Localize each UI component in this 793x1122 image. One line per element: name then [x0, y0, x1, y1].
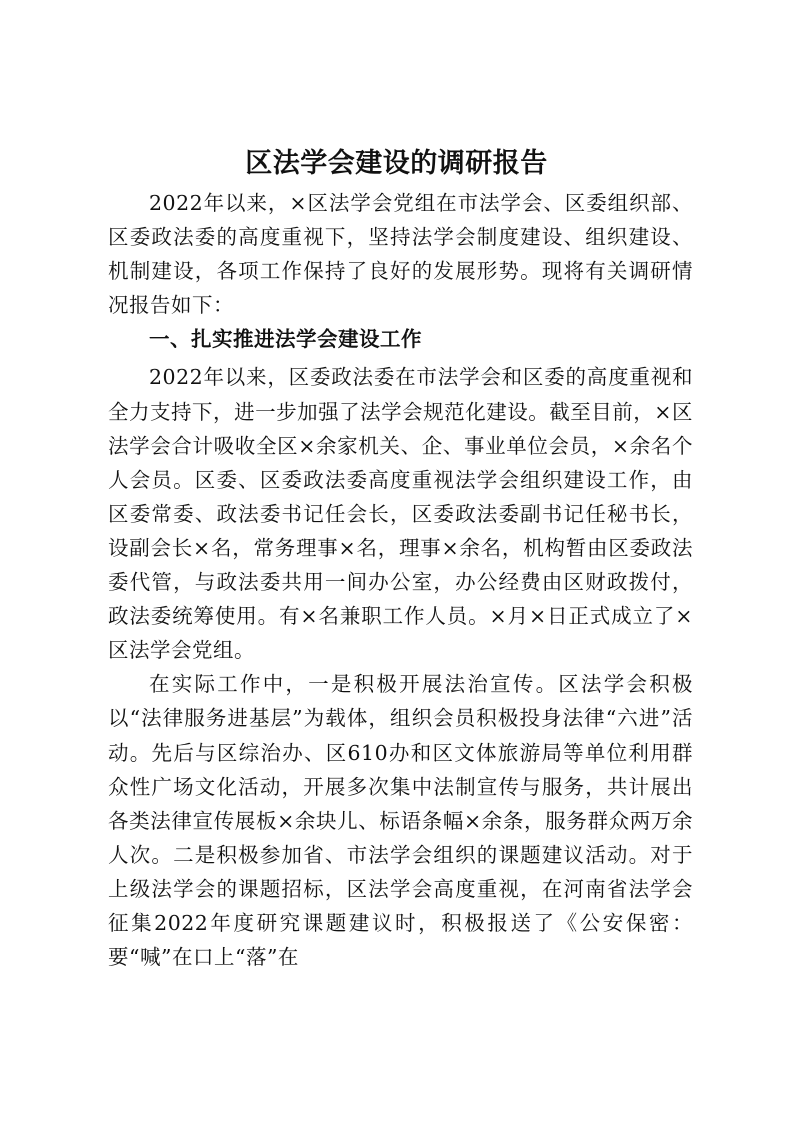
body-paragraph-2: 在实际工作中，一是积极开展法治宣传。区法学会积极以“法律服务进基层”为载体，组织会员积极投身法律“六进”活动。先后与区综治办、区610办和区文体旅游局等单位利用群众性广场文化活动，开展多次集中法制宣传与服务，共计展出各类法律宣传展板×余块儿、标语条幅×余条，服务群众两万余人次。二是积极参加省、市法学会组织的课题建议活动。对于上级法学会的课题招标，区法学会高度重视，在河南省法学会征集2022年度研究课题建议时，积极报送了《公安保密：要“喊”在口上“落”在	[108, 672, 693, 970]
intro-paragraph: 2022年以来，×区法学会党组在市法学会、区委组织部、区委政法委的高度重视下，坚持法学会制度建设、组织建设、机制建设，各项工作保持了良好的发展形势。现将有关调研情况报告如下：	[108, 191, 693, 318]
section-heading: 一、扎实推进法学会建设工作	[149, 327, 422, 352]
document-title: 区法学会建设的调研报告	[245, 148, 548, 179]
body-paragraph-1: 2022年以来，区委政法委在市法学会和区委的高度重视和全力支持下，进一步加强了法学会规范化建设。截至目前，×区法学会合计吸收全区×余家机关、企、事业单位会员，×余名个人会员。区委、区委政法委高度重视法学会组织建设工作，由区委常委、政法委书记任会长，区委政法委副书记任秘书长，设副会长×名，常务理事×名，理事×余名，机构暂由区委政法委代管，与政法委共用一间办公室，办公经费由区财政拨付，政法委统筹使用。有×名兼职工作人员。×月×日正式成立了×区法学会党组。	[108, 365, 693, 663]
document-body	[108, 186, 693, 974]
